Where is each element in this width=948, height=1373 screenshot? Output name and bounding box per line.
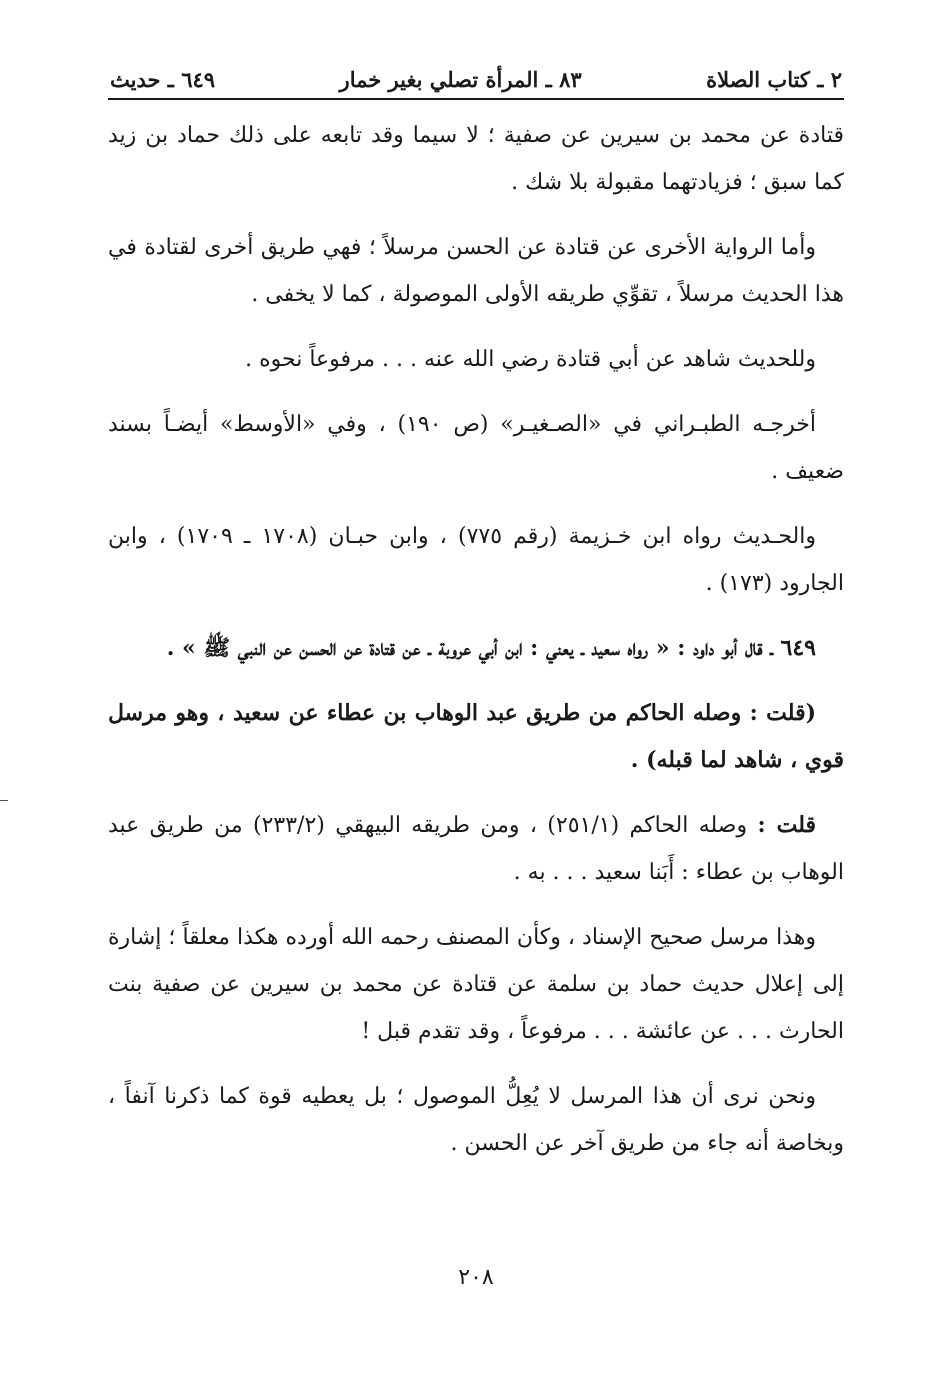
margin-mark: [0, 800, 8, 801]
paragraph-author-note: (قلت : وصله الحاكم من طريق عبد الوهاب بن عطاء عن سعيد ، وهو مرسل قوي ، شاهد لما قبله) .: [108, 700, 844, 773]
paragraph-other-narration: وأما الرواية الأخرى عن قتادة عن الحسن مرسلاً ؛ فهي طريق أخرى لقتادة في هذا الحديث مرسلاً ، تقوِّي طريقه الأولى الموصولة ، كما لا يخفى .: [108, 235, 844, 307]
book-page: [108, 52, 844, 1352]
hadith-649-text: ٦٤٩ ـ قال أبو داود : « رواه سعيد ـ يعني : ابن أبي عروبة ـ عن قتادة عن الحسن عن النبي ﷺ » .: [166, 635, 816, 661]
running-header: [108, 52, 844, 100]
header-section: ٨٣ ـ المرأة تصلي بغير خمار: [339, 67, 582, 92]
paragraph-tabarani: أخرجـه الطبـراني في «الصـغيـر» (ص ١٩٠) ، وفي «الأوسط» أيضـاً بسند ضعيف .: [108, 412, 844, 484]
header-chapter: ٢ ـ كتاب الصلاة: [706, 67, 842, 92]
header-hadith-number: ٦٤٩ ـ حديث: [110, 67, 216, 92]
paragraph-ibn-khuzaymah: والحـديث رواه ابن خـزيمة (رقم ٧٧٥) ، وابن حبـان (١٧٠٨ ـ ١٧٠٩) ، وابن الجارود (١٧٣) .: [108, 524, 844, 596]
paragraph-conclusion: ونحن نرى أن هذا المرسل لا يُعِلُّ الموصول ؛ بل يعطيه قوة كما ذكرنا آنفاً ، وبخاصة أنه جاء من طريق آخر عن الحسن .: [108, 1084, 844, 1156]
paragraph-mursal: وهذا مرسل صحيح الإسناد ، وكأن المصنف رحمه الله أورده هكذا معلقاً ؛ إشارة إلى إعلال حديث حماد بن سلمة عن قتادة عن محمد بن سيرين عن صفية بنت الحارث . . . عن عائشة . . . مرفوعاً ، وقد تقدم قبل !: [108, 925, 844, 1044]
paragraph-witness: وللحديث شاهد عن أبي قتادة رضي الله عنه . . . مرفوعاً نحوه .: [245, 347, 816, 372]
lead-label: قلت :: [757, 812, 816, 838]
paragraph-hakim-text: وصله الحاكم (٢٥١/١) ، ومن طريقه البيهقي (٢٣٣/٢) من طريق عبد الوهاب بن عطاء : أَبَنا سعيد . . . به .: [108, 813, 844, 885]
page-number: ٢٠٨: [458, 1265, 494, 1290]
body-text: [108, 112, 844, 1167]
paragraph-continuation: قتادة عن محمد بن سيرين عن صفية ؛ لا سيما وقد تابعه على ذلك حماد بن زيد كما سبق ؛ فزيادتهما مقبولة بلا شك .: [108, 123, 844, 195]
paragraph-hakim: [108, 802, 844, 896]
